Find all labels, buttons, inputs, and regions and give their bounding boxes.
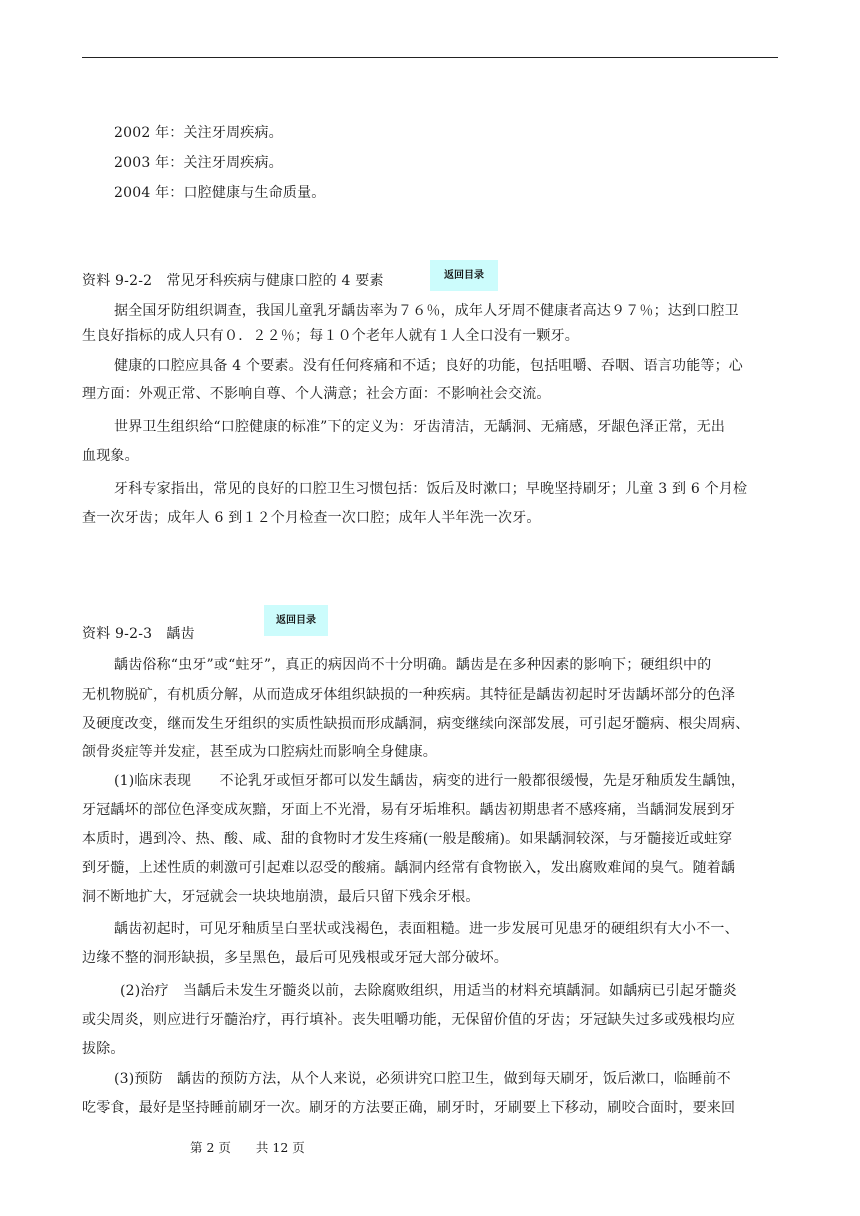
- paragraph-line: 边缘不整的洞形缺损，多呈黑色，最后可见残根或牙冠大部分破坏。: [82, 950, 508, 966]
- paragraph-line: 本质时，遇到冷、热、酸、咸、甜的食物时才发生疼痛(一般是酸痛)。如果龋洞较深，与牙髓接近或蛀穿: [82, 831, 733, 847]
- paragraph-line: 健康的口腔应具备 4 个要素。没有任何疼痛和不适；良好的功能，包括咀嚼、吞咽、语言功能等；心: [114, 358, 744, 374]
- paragraph-line: 牙科专家指出，常见的良好的口腔卫生习惯包括：饭后及时漱口；早晚坚持刷牙；儿童 3 到 6 个月检: [114, 481, 748, 497]
- paragraph-line: 牙冠龋坏的部位色泽变成灰黯，牙面上不光滑，易有牙垢堆积。龋齿初期患者不感疼痛，当龋洞发展到牙: [82, 802, 736, 818]
- paragraph-line: 无机物脱矿，有机质分解，从而造成牙体组织缺损的一种疾病。其特征是龋齿初起时牙齿龋坏部分的色泽: [82, 687, 736, 703]
- paragraph-line: (3)预防 龋齿的预防方法，从个人来说，必须讲究口腔卫生，做到每天刷牙，饭后漱口，临睡前不: [114, 1071, 731, 1087]
- paragraph-line: 血现象。: [82, 448, 139, 464]
- paragraph-line: 龋齿初起时，可见牙釉质呈白垩状或浅褐色，表面粗糙。进一步发展可见患牙的硬组织有大小不一、: [114, 921, 739, 937]
- paragraph-line: 世界卫生组织给“口腔健康的标准”下的定义为：牙齿清洁，无龋洞、无痛感，牙龈色泽正常，无出: [114, 419, 726, 435]
- year-2003-line: 2003 年：关注牙周疾病。: [114, 155, 283, 171]
- paragraph-line: 吃零食，最好是坚持睡前刷牙一次。刷牙的方法要正确，刷牙时，牙刷要上下移动，刷咬合面时，要来回: [82, 1100, 736, 1116]
- header-rule: [82, 57, 778, 58]
- section-heading: 资料 9-2-3 龋齿: [82, 626, 195, 642]
- paragraph-line: 查一次牙齿；成年人 6 到１２个月检查一次口腔；成年人半年洗一次牙。: [82, 510, 541, 526]
- back-to-contents-button[interactable]: 返回目录: [264, 605, 328, 636]
- paragraph-line: (1)临床表现 不论乳牙或恒牙都可以发生龋齿，病变的进行一般都很缓慢，先是牙釉质发生龋蚀，: [114, 773, 746, 789]
- paragraph-line: 到牙髓，上述性质的刺激可引起难以忍受的酸痛。龋洞内经常有食物嵌入，发出腐败难闻的臭气。随着龋: [82, 860, 736, 876]
- paragraph-line: 及硬度改变，继而发生牙组织的实质性缺损而形成龋洞，病变继续向深部发展，可引起牙髓病、根尖周病、: [82, 716, 750, 732]
- section-heading: 资料 9-2-2 常见牙科疾病与健康口腔的 4 要素: [82, 273, 384, 289]
- paragraph-line: 或尖周炎，则应进行牙髓治疗，再行填补。丧失咀嚼功能，无保留价值的牙齿；牙冠缺失过多或残根均应: [82, 1012, 736, 1028]
- year-2004-line: 2004 年：口腔健康与生命质量。: [114, 185, 326, 201]
- paragraph-line: 拔除。: [82, 1041, 125, 1057]
- back-to-contents-button[interactable]: 返回目录: [430, 260, 498, 291]
- paragraph-line: 理方面：外观正常、不影响自尊、个人满意；社会方面：不影响社会交流。: [82, 386, 551, 402]
- year-2002-line: 2002 年：关注牙周疾病。: [114, 125, 283, 141]
- paragraph-line: (2)治疗 当龋后未发生牙髓炎以前，去除腐败组织，用适当的材料充填龋洞。如龋病已引起牙髓炎: [120, 983, 737, 999]
- page-footer: 第 2 页 共 12 页: [190, 1140, 305, 1155]
- paragraph-line: 生良好指标的成人只有０．２２％；每１０个老年人就有１人全口没有一颗牙。: [82, 328, 579, 344]
- paragraph-line: 颌骨炎症等并发症，甚至成为口腔病灶而影响全身健康。: [82, 744, 437, 760]
- paragraph-line: 据全国牙防组织调查，我国儿童乳牙龋齿率为７６％，成年人牙周不健康者高达９７％；达到口腔卫: [114, 303, 739, 319]
- paragraph-line: 洞不断地扩大，牙冠就会一块块地崩溃，最后只留下残余牙根。: [82, 889, 480, 905]
- paragraph-line: 龋齿俗称“虫牙”或“蛀牙”，真正的病因尚不十分明确。龋齿是在多种因素的影响下；硬组织中的: [114, 657, 712, 673]
